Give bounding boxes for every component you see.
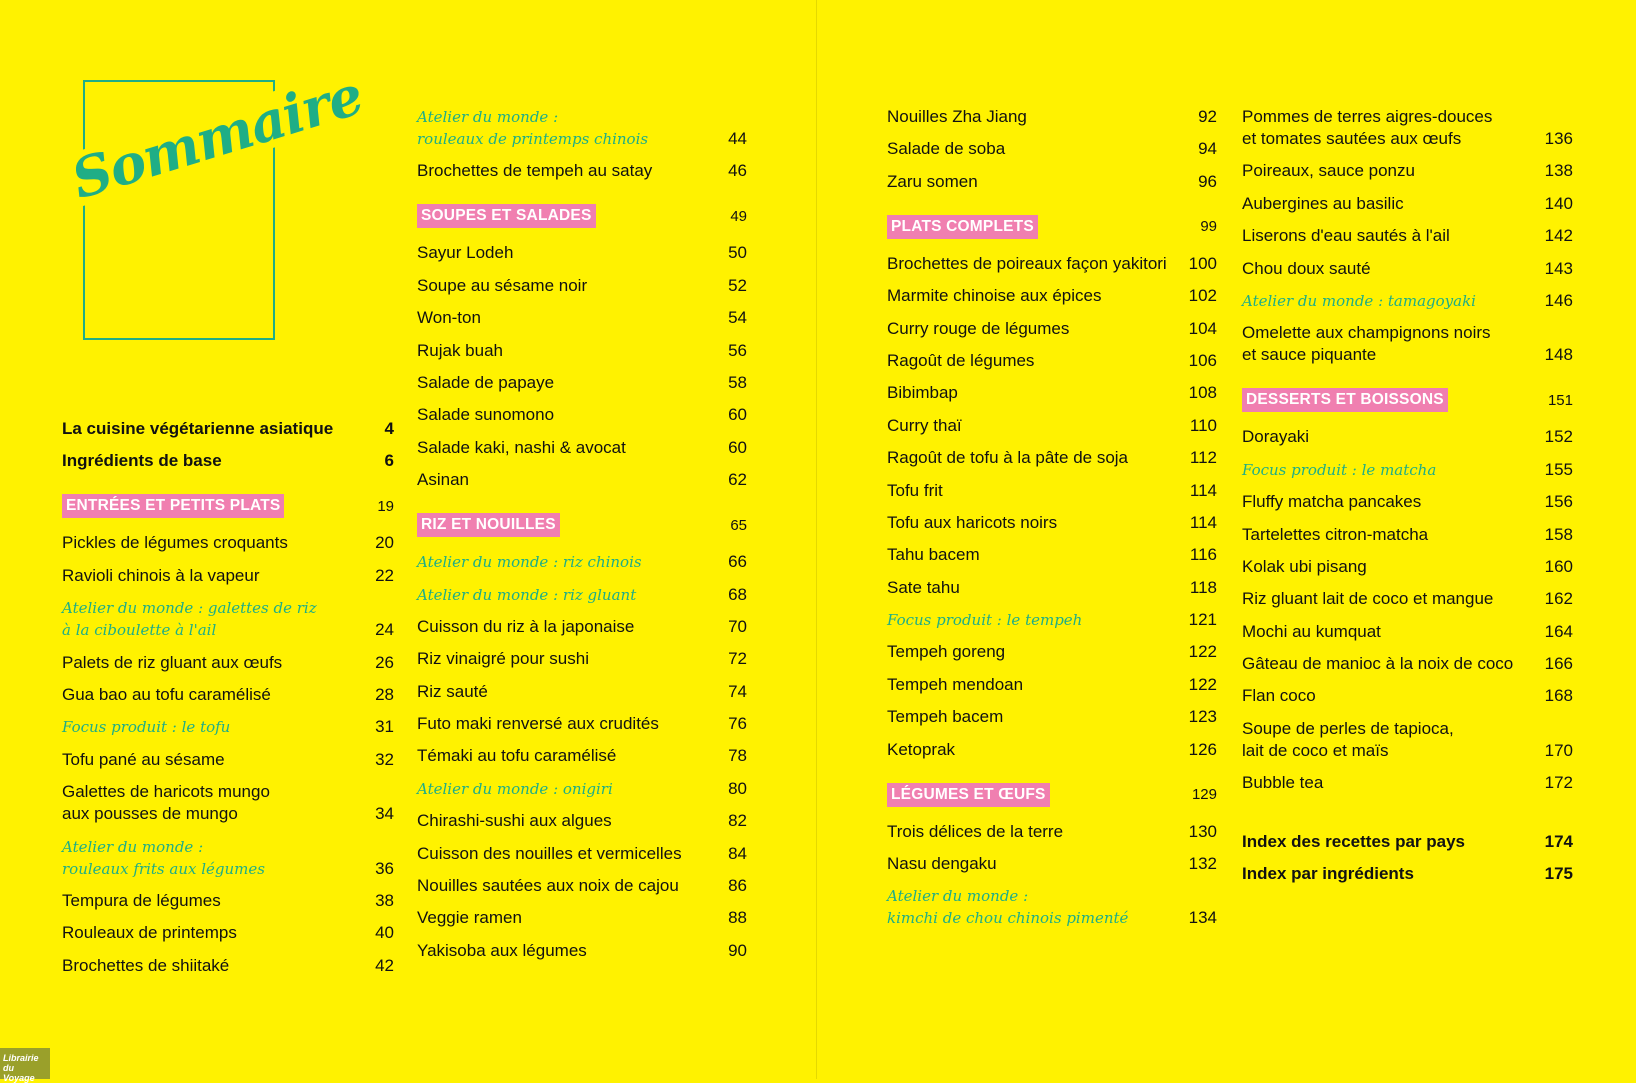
- page-title: Sommaire: [62, 66, 372, 208]
- page-number: 156: [1544, 492, 1573, 512]
- toc-entry: [1242, 718, 1573, 762]
- entry-title: Asinan: [417, 470, 469, 490]
- page-number: 19: [377, 497, 394, 515]
- entry-title: Tofu aux haricots noirs: [887, 512, 1058, 532]
- entry-title: Focus produit : le matcha: [1242, 460, 1437, 479]
- entry-title: Nouilles Zha Jiang: [887, 107, 1027, 126]
- toc-entry: [1242, 588, 1573, 610]
- entry-title: Atelier du monde : galettes de riz à la ciboulette à l'ail: [62, 599, 317, 640]
- page-number: 60: [728, 437, 747, 457]
- toc-entry: [1242, 772, 1573, 794]
- entry-title: Ragoût de légumes: [887, 350, 1035, 370]
- entry-title: Brochettes de shiitaké: [62, 955, 230, 975]
- page-number: 160: [1544, 556, 1573, 576]
- section-heading: [62, 494, 394, 518]
- page-number: 136: [1544, 129, 1573, 148]
- entry-title: Zaru somen: [887, 171, 978, 191]
- toc-entry: [887, 318, 1217, 340]
- publisher-logo: Librairie du Voyage: [0, 1048, 50, 1079]
- toc-feature-entry: [417, 106, 747, 150]
- page-number: 80: [728, 778, 747, 798]
- page-number: 110: [1189, 415, 1217, 435]
- entry-title: Liserons d'eau sautés à l'ail: [1242, 226, 1450, 246]
- entry-title: Kolak ubi pisang: [1242, 556, 1367, 576]
- toc-entry: [887, 512, 1217, 534]
- toc-entry: [417, 810, 747, 832]
- toc-entry: [1242, 653, 1573, 675]
- toc-entry: [62, 749, 394, 771]
- page-number: 175: [1544, 864, 1573, 884]
- page-number: 44: [728, 129, 747, 148]
- page-number: 38: [375, 890, 394, 910]
- toc-entry: [887, 285, 1217, 307]
- page-number: 68: [728, 584, 747, 604]
- toc-entry: [62, 652, 394, 674]
- entry-title: Ragoût de tofu à la pâte de soja: [887, 448, 1129, 468]
- toc-entry: [887, 171, 1217, 193]
- toc-feature-entry: [887, 885, 1217, 929]
- page-number: 122: [1188, 642, 1217, 662]
- toc-entry: [62, 890, 394, 912]
- toc-entry: [887, 253, 1217, 275]
- entry-title: Veggie ramen: [417, 908, 522, 928]
- page-number: 60: [728, 405, 747, 425]
- entry-title: Nouilles sautées aux noix de cajou: [417, 876, 679, 896]
- section-title: SOUPES ET SALADES: [417, 204, 596, 228]
- toc-column-1: [62, 418, 394, 987]
- page-number: 76: [728, 714, 747, 734]
- toc-entry: [62, 955, 394, 977]
- toc-feature-entry: [1242, 290, 1573, 312]
- toc-entry: [887, 739, 1217, 761]
- toc-feature-entry: [417, 551, 747, 573]
- page-number: 22: [375, 565, 394, 585]
- toc-entry: [1242, 621, 1573, 643]
- page-number: 158: [1544, 524, 1573, 544]
- entry-title: Aubergines au basilic: [1242, 193, 1404, 213]
- toc-chapter-entry: [62, 450, 394, 472]
- page-number: 104: [1188, 318, 1217, 338]
- page-number: 170: [1544, 740, 1573, 760]
- page-number: 32: [375, 749, 394, 769]
- entry-title: Gâteau de manioc à la noix de coco: [1242, 654, 1514, 674]
- section-title: DESSERTS ET BOISSONS: [1242, 388, 1448, 412]
- page-number: 164: [1544, 621, 1573, 641]
- toc-entry: [1242, 160, 1573, 182]
- page-number: 143: [1544, 258, 1573, 278]
- toc-entry: [887, 706, 1217, 728]
- toc-entry: [417, 404, 747, 426]
- toc-entry: [887, 544, 1217, 566]
- entry-title: Atelier du monde : rouleaux frits aux légumes: [62, 837, 265, 878]
- entry-title: Galettes de haricots mungo aux pousses de mungo: [62, 782, 270, 824]
- toc-entry: [62, 781, 394, 825]
- toc-chapter-entry: [1242, 831, 1573, 853]
- page-number: 56: [728, 340, 747, 360]
- entry-title: Atelier du monde : riz chinois: [417, 553, 642, 572]
- entry-title: Sayur Lodeh: [417, 243, 514, 263]
- section-heading: [887, 783, 1217, 807]
- section-title: LÉGUMES ET ŒUFS: [887, 783, 1050, 807]
- page-number: 132: [1188, 854, 1217, 874]
- page-number: 34: [375, 804, 394, 824]
- entry-title: Focus produit : le tempeh: [887, 611, 1083, 630]
- entry-title: Tempura de légumes: [62, 890, 221, 910]
- entry-title: Atelier du monde : tamagoyaki: [1242, 291, 1476, 310]
- entry-title: Gua bao au tofu caramélisé: [62, 684, 271, 704]
- section-title: ENTRÉES ET PETITS PLATS: [62, 494, 284, 518]
- entry-title: Rujak buah: [417, 340, 504, 360]
- entry-title: Bubble tea: [1242, 773, 1324, 793]
- page-number: 142: [1544, 226, 1573, 246]
- page-number: 114: [1189, 480, 1217, 500]
- page-number: 166: [1544, 654, 1573, 674]
- page-number: 4: [384, 419, 394, 438]
- page-number: 118: [1189, 577, 1217, 597]
- entry-title: Tempeh goreng: [887, 642, 1006, 662]
- page-number: 174: [1544, 831, 1573, 851]
- page-number: 100: [1188, 253, 1217, 273]
- entry-title: Chou doux sauté: [1242, 258, 1371, 278]
- page-number: 31: [375, 717, 394, 737]
- entry-title: Marmite chinoise aux épices: [887, 286, 1102, 306]
- toc-entry: [62, 922, 394, 944]
- entry-title: Riz vinaigré pour sushi: [417, 649, 589, 669]
- toc-entry: [1242, 322, 1573, 366]
- toc-entry: [417, 616, 747, 638]
- toc-entry: [1242, 524, 1573, 546]
- section-heading: [887, 215, 1217, 239]
- entry-title: Cuisson des nouilles et vermicelles: [417, 843, 682, 863]
- toc-entry: [887, 641, 1217, 663]
- page-number: 122: [1188, 674, 1217, 694]
- page-number: 96: [1198, 171, 1217, 191]
- toc-entry: [887, 350, 1217, 372]
- entry-title: Atelier du monde : onigiri: [417, 779, 613, 798]
- page-number: 121: [1188, 610, 1217, 630]
- toc-entry: [417, 340, 747, 362]
- toc-entry: [417, 275, 747, 297]
- entry-title: Brochettes de poireaux façon yakitori: [887, 253, 1167, 273]
- entry-title: Ingrédients de base: [62, 451, 222, 471]
- entry-title: Tempeh bacem: [887, 707, 1004, 727]
- page-number: 66: [728, 552, 747, 572]
- page-number: 50: [728, 243, 747, 263]
- page-number: 130: [1188, 821, 1217, 841]
- section-heading: [417, 513, 747, 537]
- toc-entry: [1242, 193, 1573, 215]
- toc-entry: [417, 160, 747, 182]
- page-number: 28: [375, 684, 394, 704]
- entry-title: Omelette aux champignons noirs et sauce piquante: [1242, 323, 1491, 365]
- toc-entry: [887, 674, 1217, 696]
- page-number: 114: [1189, 512, 1217, 532]
- toc-entry: [887, 382, 1217, 404]
- entry-title: Pommes de terres aigres-douces et tomates sautées aux œufs: [1242, 107, 1493, 148]
- page-number: 42: [375, 955, 394, 975]
- page-number: 151: [1547, 391, 1573, 409]
- page-number: 58: [728, 372, 747, 392]
- entry-title: Rouleaux de printemps: [62, 923, 237, 943]
- page-number: 102: [1188, 286, 1217, 306]
- toc-entry: [417, 469, 747, 491]
- page-number: 168: [1544, 686, 1573, 706]
- entry-title: Pickles de légumes croquants: [62, 533, 288, 553]
- toc-entry: [887, 853, 1217, 875]
- page-number: 88: [728, 908, 747, 928]
- entry-title: La cuisine végétarienne asiatique: [62, 419, 334, 438]
- page-number: 70: [728, 616, 747, 636]
- toc-chapter-entry: [62, 418, 394, 440]
- page-number: 78: [728, 746, 747, 766]
- section-title: RIZ ET NOUILLES: [417, 513, 560, 537]
- entry-title: Riz sauté: [417, 681, 488, 701]
- page-number: 84: [728, 843, 747, 863]
- page-number: 62: [728, 470, 747, 490]
- toc-entry: [1242, 106, 1573, 150]
- section-heading: [1242, 388, 1573, 412]
- entry-title: Curry thaï: [887, 415, 962, 435]
- page-number: 26: [375, 652, 394, 672]
- entry-title: Salade kaki, nashi & avocat: [417, 437, 626, 457]
- toc-entry: [417, 307, 747, 329]
- page-number: 49: [730, 207, 747, 225]
- entry-title: Ketoprak: [887, 739, 956, 759]
- page-number: 106: [1188, 350, 1217, 370]
- toc-entry: [887, 577, 1217, 599]
- page-number: 112: [1189, 448, 1217, 468]
- page-number: 74: [728, 681, 747, 701]
- page-number: 92: [1198, 107, 1217, 126]
- entry-title: Flan coco: [1242, 686, 1316, 706]
- toc-column-3: [887, 106, 1217, 940]
- page-number: 146: [1544, 290, 1573, 310]
- entry-title: Focus produit : le tofu: [62, 718, 231, 737]
- toc-column-2: [417, 106, 747, 972]
- page-number: 94: [1198, 139, 1217, 159]
- entry-title: Salade de soba: [887, 139, 1006, 159]
- toc-entry: [417, 437, 747, 459]
- entry-title: Mochi au kumquat: [1242, 621, 1381, 641]
- entry-title: Chirashi-sushi aux algues: [417, 811, 612, 831]
- entry-title: Salade de papaye: [417, 372, 555, 392]
- page-number: 65: [730, 516, 747, 534]
- entry-title: Dorayaki: [1242, 427, 1310, 447]
- entry-title: Tofu pané au sésame: [62, 749, 225, 769]
- entry-title: Index par ingrédients: [1242, 864, 1414, 884]
- entry-title: Tahu bacem: [887, 545, 980, 565]
- toc-entry: [1242, 426, 1573, 448]
- page-number: 20: [375, 533, 394, 553]
- entry-title: Atelier du monde : kimchi de chou chinois pimenté: [887, 887, 1129, 928]
- toc-feature-entry: [887, 609, 1217, 631]
- page-number: 152: [1544, 427, 1573, 447]
- entry-title: Palets de riz gluant aux œufs: [62, 652, 283, 672]
- entry-title: Cuisson du riz à la japonaise: [417, 616, 635, 636]
- toc-feature-entry: [417, 778, 747, 800]
- section-heading: [417, 204, 747, 228]
- entry-title: Won-ton: [417, 308, 481, 328]
- page-number: 54: [728, 308, 747, 328]
- entry-title: Trois délices de la terre: [887, 821, 1064, 841]
- page-number: 99: [1200, 218, 1217, 236]
- toc-entry: [417, 648, 747, 670]
- page-number: 140: [1544, 193, 1573, 213]
- toc-feature-entry: [62, 716, 394, 738]
- page-number: 24: [375, 620, 394, 640]
- entry-title: Index des recettes par pays: [1242, 831, 1466, 851]
- entry-title: Poireaux, sauce ponzu: [1242, 161, 1415, 181]
- entry-title: Tartelettes citron-matcha: [1242, 524, 1429, 544]
- book-gutter: [816, 0, 817, 1079]
- toc-entry: [62, 684, 394, 706]
- toc-feature-entry: [62, 836, 394, 880]
- page-number: 46: [728, 161, 747, 181]
- page-number: 148: [1544, 345, 1573, 365]
- entry-title: Fluffy matcha pancakes: [1242, 492, 1422, 512]
- toc-entry: [887, 480, 1217, 502]
- toc-column-4: [1242, 106, 1573, 895]
- toc-entry: [1242, 491, 1573, 513]
- page-number: 123: [1188, 707, 1217, 727]
- page-number: 90: [728, 940, 747, 960]
- toc-entry: [417, 843, 747, 865]
- page-number: 108: [1188, 383, 1217, 403]
- page-number: 72: [728, 649, 747, 669]
- toc-entry: [887, 821, 1217, 843]
- toc-chapter-entry: [1242, 863, 1573, 885]
- toc-feature-entry: [417, 584, 747, 606]
- toc-entry: [417, 242, 747, 264]
- spacer: [1242, 805, 1573, 831]
- entry-title: Témaki au tofu caramélisé: [417, 746, 617, 766]
- toc-entry: [887, 447, 1217, 469]
- page-number: 6: [384, 451, 394, 471]
- page-number: 134: [1188, 908, 1217, 928]
- entry-title: Curry rouge de légumes: [887, 318, 1070, 338]
- entry-title: Atelier du monde : rouleaux de printemps chinois: [417, 108, 649, 148]
- entry-title: Tempeh mendoan: [887, 674, 1024, 694]
- page-number: 116: [1189, 545, 1217, 565]
- left-page: [0, 0, 817, 1083]
- toc-entry: [417, 372, 747, 394]
- toc-entry: [887, 415, 1217, 437]
- toc-feature-entry: [1242, 459, 1573, 481]
- page-number: 40: [375, 923, 394, 943]
- page-number: 52: [728, 275, 747, 295]
- entry-title: Riz gluant lait de coco et mangue: [1242, 589, 1494, 609]
- entry-title: Ravioli chinois à la vapeur: [62, 565, 260, 585]
- entry-title: Soupe au sésame noir: [417, 275, 588, 295]
- entry-title: Atelier du monde : riz gluant: [417, 585, 637, 604]
- toc-entry: [1242, 225, 1573, 247]
- page-number: 126: [1188, 739, 1217, 759]
- toc-entry: [62, 565, 394, 587]
- page-number: 86: [728, 876, 747, 896]
- toc-feature-entry: [62, 597, 394, 641]
- toc-entry: [417, 681, 747, 703]
- toc-entry: [417, 745, 747, 767]
- toc-entry: [417, 940, 747, 962]
- section-title: PLATS COMPLETS: [887, 215, 1038, 239]
- entry-title: Brochettes de tempeh au satay: [417, 161, 653, 181]
- entry-title: Bibimbap: [887, 383, 958, 403]
- toc-entry: [887, 106, 1217, 128]
- toc-entry: [62, 532, 394, 554]
- page-number: 155: [1544, 459, 1573, 479]
- page-number: 82: [728, 811, 747, 831]
- entry-title: Salade sunomono: [417, 405, 555, 425]
- entry-title: Futo maki renversé aux crudités: [417, 714, 659, 734]
- page-number: 129: [1191, 786, 1217, 804]
- toc-entry: [1242, 556, 1573, 578]
- toc-entry: [417, 713, 747, 735]
- toc-entry: [887, 138, 1217, 160]
- entry-title: Tofu frit: [887, 480, 943, 500]
- entry-title: Nasu dengaku: [887, 854, 997, 874]
- page-number: 172: [1544, 773, 1573, 793]
- toc-entry: [417, 875, 747, 897]
- page-number: 138: [1544, 161, 1573, 181]
- entry-title: Sate tahu: [887, 577, 960, 597]
- page-number: 162: [1544, 589, 1573, 609]
- entry-title: Yakisoba aux légumes: [417, 940, 587, 960]
- entry-title: Soupe de perles de tapioca, lait de coco et maïs: [1242, 718, 1454, 760]
- toc-entry: [1242, 258, 1573, 280]
- toc-entry: [1242, 685, 1573, 707]
- toc-entry: [417, 907, 747, 929]
- page-number: 36: [375, 858, 394, 878]
